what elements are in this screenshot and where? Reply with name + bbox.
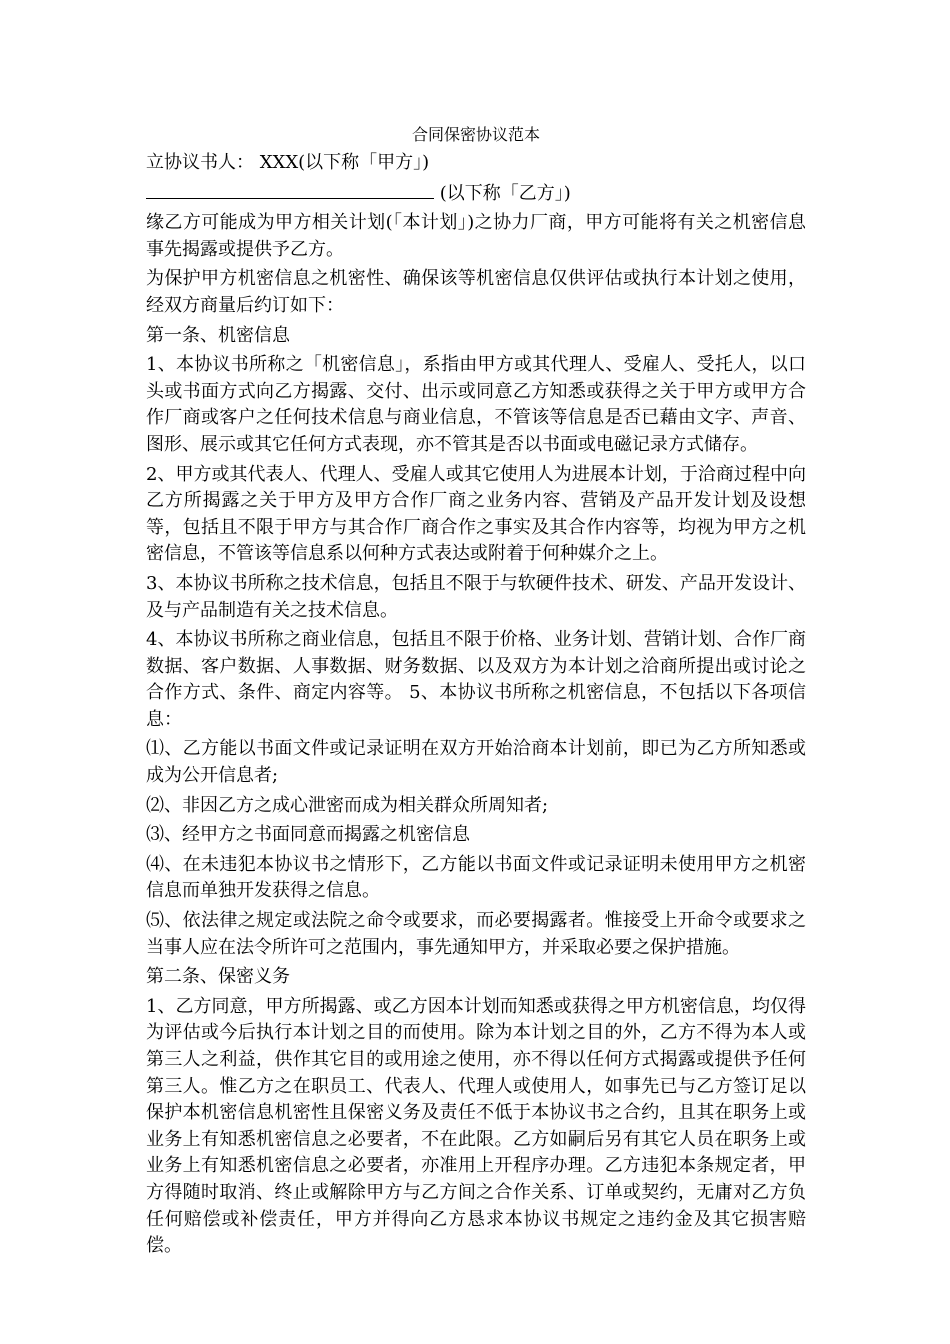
article-1-heading: 第一条、机密信息 <box>146 324 290 346</box>
party-b-suffix: (以下称「乙方」) <box>434 182 571 204</box>
article-1-item: ⑴、乙方能以书面文件或记录证明在双方开始洽商本计划前，即已为乙方所知悉或成为公开信息者; <box>146 738 806 787</box>
intro-paragraph-1: 缘乙方可能成为甲方相关计划(「本计划」)之协力厂商，甲方可能将有关之机密信息事先揭露或提供予乙方。 <box>146 212 806 260</box>
article-1-item: 3、本协议书所称之技术信息，包括且不限于与软硬件技术、研发、产品开发设计、及与产品制造有关之技术信息。 <box>146 572 806 621</box>
article-1-item: 1、本协议书所称之「机密信息」，系指由甲方或其代理人、受雇人、受托人，以口头或书面方式向乙方揭露、交付、出示或同意乙方知悉或获得之关于甲方或甲方合作厂商或客户之任何技术信息与商业信息，不管该等信息是否已藉由文字、声音、图形、展示或其它任何方式表现，亦不管其是否以书面或电磁记录方式储存。 <box>146 354 806 455</box>
document-page <box>146 122 806 1263</box>
document-title: 合同保密协议范本 <box>411 125 540 144</box>
article-1-item: ⑵、非因乙方之成心泄密而成为相关群众所周知者; <box>146 794 549 816</box>
party-b-blank <box>146 180 434 199</box>
party-b-line <box>146 180 806 208</box>
article-2-item: 1、乙方同意，甲方所揭露、或乙方因本计划而知悉或获得之甲方机密信息，均仅得为评估或今后执行本计划之目的而使用。除为本计划之目的外，乙方不得为本人或第三人之利益，供作其它目的或用途之使用，亦不得以任何方式揭露或提供予任何第三人。惟乙方之在职员工、代表人、代理人或使用人，如事先已与乙方签订足以保护本机密信息机密性且保密义务及责任不低于本协议书之合约，且其在职务上或业务上有知悉机密信息之必要者，不在此限。乙方如嗣后另有其它人员在职务上或业务上有知悉机密信息之必要者，亦准用上开程序办理。乙方违犯本条规定者，甲方得随时取消、终止或解除甲方与乙方间之合作关系、订单或契约，无庸对乙方负任何赔偿或补偿责任，甲方并得向乙方恳求本协议书规定之违约金及其它损害赔偿。 <box>146 995 806 1257</box>
intro-paragraph-2: 为保护甲方机密信息之机密性、确保该等机密信息仅供评估或执行本计划之使用，经双方商量后约订如下： <box>146 268 806 316</box>
article-1-item: ⑶、经甲方之书面同意而揭露之机密信息 <box>146 824 470 846</box>
party-a-line: 立协议书人： XXX(以下称「甲方」) <box>146 152 430 173</box>
article-1-item: 2、甲方或其代表人、代理人、受雇人或其它使用人为进展本计划，于洽商过程中向乙方所揭露之关于甲方及甲方合作厂商之业务内容、营销及产品开发计划及设想等，包括且不限于甲方与其合作厂商合作之事实及其合作内容等，均视为甲方之机密信息，不管该等信息系以何种方式表达或附着于何种媒介之上。 <box>146 463 806 565</box>
article-1-item: 4、本协议书所称之商业信息，包括且不限于价格、业务计划、营销计划、合作厂商数据、客户数据、人事数据、财务数据、以及双方为本计划之洽商所提出或讨论之合作方式、条件、商定内容等。 5、本协议书所称之机密信息，不包括以下各项信息： <box>146 629 806 730</box>
article-1-item: ⑷、在未违犯本协议书之情形下，乙方能以书面文件或记录证明未使用甲方之机密信息而单独开发获得之信息。 <box>146 853 806 902</box>
article-1-item: ⑸、依法律之规定或法院之命令或要求，而必要揭露者。惟接受上开命令或要求之当事人应在法令所许可之范围内，事先通知甲方，并采取必要之保护措施。 <box>146 910 806 958</box>
article-2-heading: 第二条、保密义务 <box>146 966 290 988</box>
